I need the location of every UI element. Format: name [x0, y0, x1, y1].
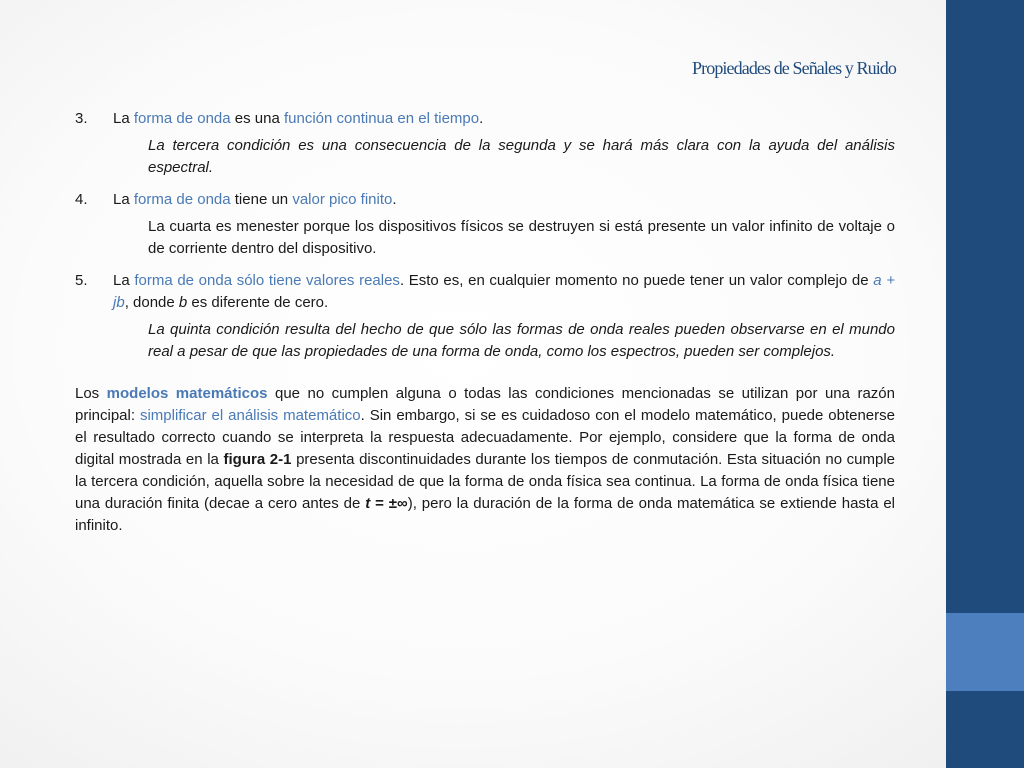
sidebar-block-middle	[946, 613, 1024, 691]
list-number: 4.	[75, 191, 88, 208]
highlight-term: simplificar el análisis matemático	[139, 407, 361, 424]
sidebar-block-top	[946, 0, 1024, 613]
slide-title: Propiedades de Señales y Ruido	[692, 58, 896, 78]
text-run: es diferente de cero.	[187, 294, 329, 311]
math-variable: b	[178, 294, 188, 311]
highlight-term: función continua en el tiempo	[283, 110, 480, 127]
list-item-note: La cuarta es menester porque los dispositivos físicos se destruyen si está presente un valor infinito de voltaje o de corriente dentro del dispositivo.	[148, 218, 895, 257]
list-item-text	[113, 108, 895, 130]
highlight-term: modelos matemáticos	[106, 385, 268, 402]
text-run: La	[113, 272, 135, 289]
list-item-text	[113, 270, 895, 314]
sidebar-block-bottom	[946, 691, 1024, 768]
highlight-term: valor pico finito	[292, 191, 393, 208]
text-run: presenta discontinuidades durante los tiempos de conmutación. Esta situación no cumple la tercera condición, aquella sobre la necesidad de que la forma de onda física sea continua. La forma de onda física tiene una duración finita (decae a cero antes de	[75, 451, 896, 512]
text-run: La	[113, 110, 134, 127]
text-run: Los	[75, 385, 107, 402]
math-expression: = ±∞	[370, 495, 408, 512]
list-number: 5.	[75, 272, 88, 289]
math-expression: a + jb	[113, 272, 895, 311]
list-item-text	[113, 189, 895, 211]
text-run: .	[392, 191, 397, 208]
body-paragraph	[75, 383, 895, 537]
text-run: La	[113, 191, 134, 208]
figure-reference: figura 2-1	[223, 451, 292, 468]
list-number: 3.	[75, 110, 88, 127]
text-run: tiene un	[230, 191, 293, 208]
highlight-term: forma de onda sólo tiene valores reales	[134, 272, 400, 289]
text-run: , donde	[124, 294, 179, 311]
text-run: .	[479, 110, 484, 127]
highlight-term: forma de onda	[133, 191, 231, 208]
list-item-note: La tercera condición es una consecuencia de la segunda y se hará más clara con la ayuda del análisis espectral.	[148, 137, 895, 176]
list-item-4	[75, 189, 895, 260]
text-run: . Esto es, en cualquier momento no puede tener un valor complejo de	[399, 272, 874, 289]
list-item-5	[75, 270, 895, 363]
slide-content	[75, 108, 895, 537]
text-run: es una	[230, 110, 284, 127]
text-run: . Sin embargo, si se es cuidadoso con el modelo matemático, puede obtenerse el resultado correcto cuando se interpreta la respuesta adecuadamente. Por ejemplo, considere que la forma de onda digital mostrada en la	[75, 407, 895, 468]
sidebar-decoration	[946, 0, 1024, 768]
text-run: ), pero la duración de la forma de onda matemática se extiende hasta el infinito.	[75, 495, 895, 534]
list-item-note: La quinta condición resulta del hecho de que sólo las formas de onda reales pueden observarse en el mundo real a pesar de que las propiedades de una forma de onda, como los espectros, pueden ser complejos.	[148, 321, 895, 360]
math-variable: t	[365, 495, 371, 512]
highlight-term: forma de onda	[133, 110, 231, 127]
text-run: que no cumplen alguna o todas las condiciones mencionadas se utilizan por una razón principal:	[75, 385, 895, 424]
list-item-3	[75, 108, 895, 179]
